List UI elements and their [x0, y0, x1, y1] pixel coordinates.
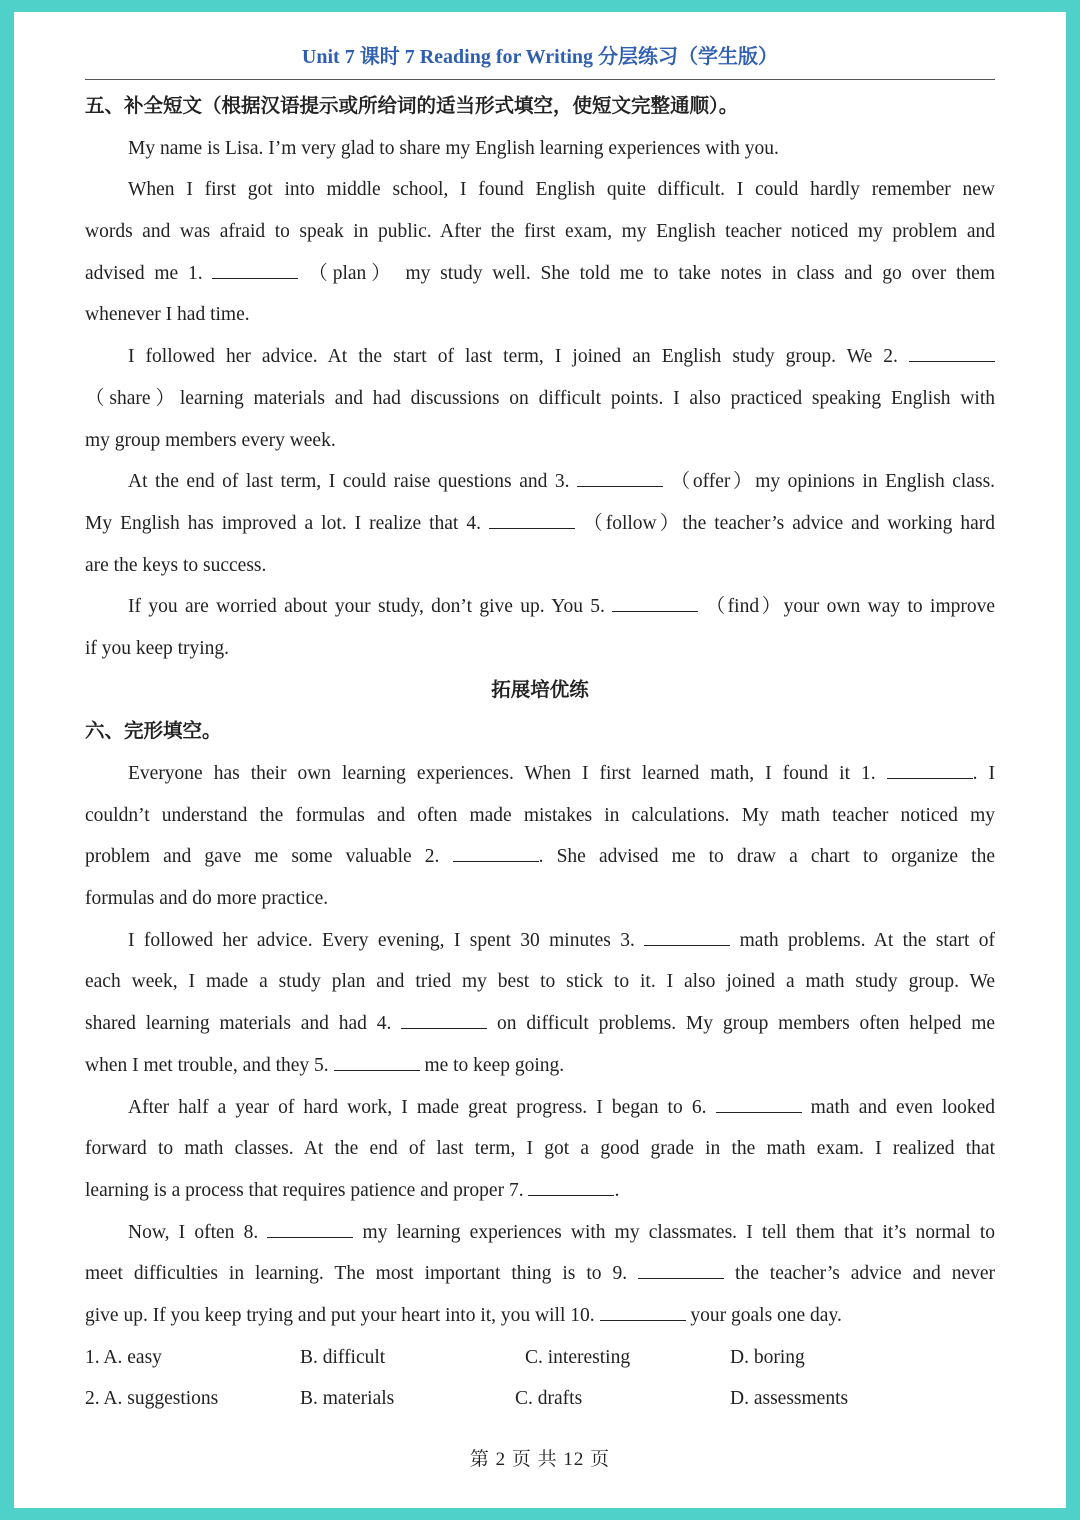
subtitle: 拓展培优练 [491, 679, 589, 701]
s5-line-1: My name is Lisa. I’m very glad to share my English learning experiences with you. [128, 137, 779, 159]
cloze-blank-8[interactable] [267, 1219, 353, 1238]
cloze-blank-4[interactable] [401, 1010, 487, 1029]
text: （offer）my opinions in English class. [670, 471, 996, 493]
s6-line-7 [85, 1003, 995, 1045]
text: . [614, 1179, 620, 1201]
text: （plan） my study well. She told me to take notes in class and go over them [308, 262, 996, 284]
text: . I [972, 763, 995, 784]
section6-heading: 六、完形填空。 [85, 721, 222, 743]
text: problem and gave me some valuable 2. [85, 846, 440, 868]
options-row-1 [85, 1337, 995, 1379]
option-2d[interactable]: D. assessments [730, 1388, 849, 1410]
s5-line-7: （share）learning materials and had discussions on difficult points. I also practiced speaking English with [85, 387, 995, 409]
s6-line-12 [85, 1212, 995, 1254]
s6-line-6: each week, I made a study plan and tried my best to stick to it. I also joined a math study group. We [85, 971, 995, 993]
text: I followed her advice. Every evening, I spent 30 minutes 3. [128, 929, 635, 951]
cloze-blank-9[interactable] [638, 1260, 724, 1279]
s6-line-13 [85, 1253, 995, 1295]
text: meet difficulties in learning. The most important thing is to 9. [85, 1263, 628, 1285]
option-2a[interactable]: 2. A. suggestions [85, 1388, 219, 1410]
section5-heading: 五、补全短文（根据汉语提示或所给词的适当形式填空，使短文完整通顺）。 [85, 96, 739, 117]
worksheet-content [85, 86, 995, 1420]
text: math and even looked [810, 1096, 996, 1118]
s6-line-4: formulas and do more practice. [85, 888, 329, 910]
cloze-blank-3[interactable] [644, 927, 730, 946]
blank-1[interactable] [212, 260, 298, 279]
text: （follow）the teacher’s advice and working hard [583, 512, 996, 534]
s5-line-8: my group members every week. [85, 429, 336, 451]
text: me to keep going. [424, 1054, 565, 1076]
text: At the end of last term, I could raise questions and 3. [128, 471, 570, 493]
option-2c[interactable]: C. drafts [515, 1388, 583, 1410]
text: If you are worried about your study, don’t give up. You 5. [128, 596, 605, 618]
option-1d[interactable]: D. boring [730, 1346, 805, 1368]
option-1c[interactable]: C. interesting [525, 1346, 631, 1368]
text: shared learning materials and had 4. [85, 1013, 392, 1035]
text: （find）your own way to improve [705, 596, 996, 618]
s6-line-2: couldn’t understand the formulas and often made mistakes in calculations. My math teacher noticed my [85, 804, 995, 826]
worksheet-page [14, 12, 1066, 1508]
blank-3[interactable] [577, 468, 663, 487]
cloze-blank-5[interactable] [334, 1052, 420, 1071]
s5-line-13: if you keep trying. [85, 637, 230, 659]
s6-line-14 [85, 1295, 995, 1337]
s5-line-11: are the keys to success. [85, 554, 267, 576]
text: advised me 1. [85, 262, 203, 284]
text: your goals one day. [690, 1304, 842, 1326]
text: on difficult problems. My group members often helped me [497, 1013, 996, 1035]
text: Now, I often 8. [128, 1221, 259, 1243]
s5-line-4 [85, 253, 995, 295]
text: when I met trouble, and they 5. [85, 1054, 329, 1076]
s5-line-12 [85, 586, 995, 628]
text: my learning experiences with my classmates. I tell them that it’s normal to [362, 1221, 996, 1243]
text: the teacher’s advice and never [735, 1263, 996, 1285]
s5-line-2: When I first got into middle school, I found English quite difficult. I could hardly remember new [128, 179, 995, 201]
s6-line-10: forward to math classes. At the end of last term, I got a good grade in the math exam. I realized that [85, 1138, 995, 1160]
s5-line-6 [85, 336, 995, 378]
text: learning is a process that requires patience and proper 7. [85, 1179, 524, 1201]
s6-line-3 [85, 836, 995, 878]
s6-line-1 [85, 753, 995, 795]
text: After half a year of hard work, I made great progress. I began to 6. [128, 1096, 707, 1118]
s6-line-9 [85, 1087, 995, 1129]
s6-line-11 [85, 1170, 995, 1212]
page-footer: 第 2 页 共 12 页 [469, 1449, 611, 1470]
text: Everyone has their own learning experiences. When I first learned math, I found it 1. [128, 763, 876, 784]
blank-4[interactable] [489, 510, 575, 529]
text: My English has improved a lot. I realize that 4. [85, 512, 481, 534]
s5-line-9 [85, 461, 995, 503]
s5-line-5: whenever I had time. [85, 304, 250, 326]
text: . She advised me to draw a chart to organize the [538, 846, 996, 868]
option-1a[interactable]: 1. A. easy [85, 1346, 162, 1368]
page-header: Unit 7 课时 7 Reading for Writing 分层练习（学生版） [301, 46, 779, 68]
cloze-blank-2[interactable] [453, 843, 539, 862]
text: math problems. At the start of [739, 929, 996, 951]
blank-5[interactable] [612, 593, 698, 612]
text: I followed her advice. At the start of last term, I joined an English study group. We 2. [128, 346, 898, 368]
options-row-2 [85, 1378, 995, 1420]
option-2b[interactable]: B. materials [300, 1388, 395, 1410]
header-divider [85, 79, 995, 80]
blank-2[interactable] [909, 343, 995, 362]
cloze-blank-6[interactable] [716, 1094, 802, 1113]
s5-line-10 [85, 503, 995, 545]
s6-line-8 [85, 1045, 995, 1087]
cloze-blank-10[interactable] [600, 1302, 686, 1321]
cloze-blank-7[interactable] [528, 1177, 614, 1196]
cloze-blank-1[interactable] [887, 760, 973, 779]
s6-line-5 [85, 920, 995, 962]
s5-line-3: words and was afraid to speak in public. After the first exam, my English teacher noticed my problem and [85, 221, 995, 243]
text: give up. If you keep trying and put your heart into it, you will 10. [85, 1304, 595, 1326]
option-1b[interactable]: B. difficult [300, 1346, 386, 1368]
